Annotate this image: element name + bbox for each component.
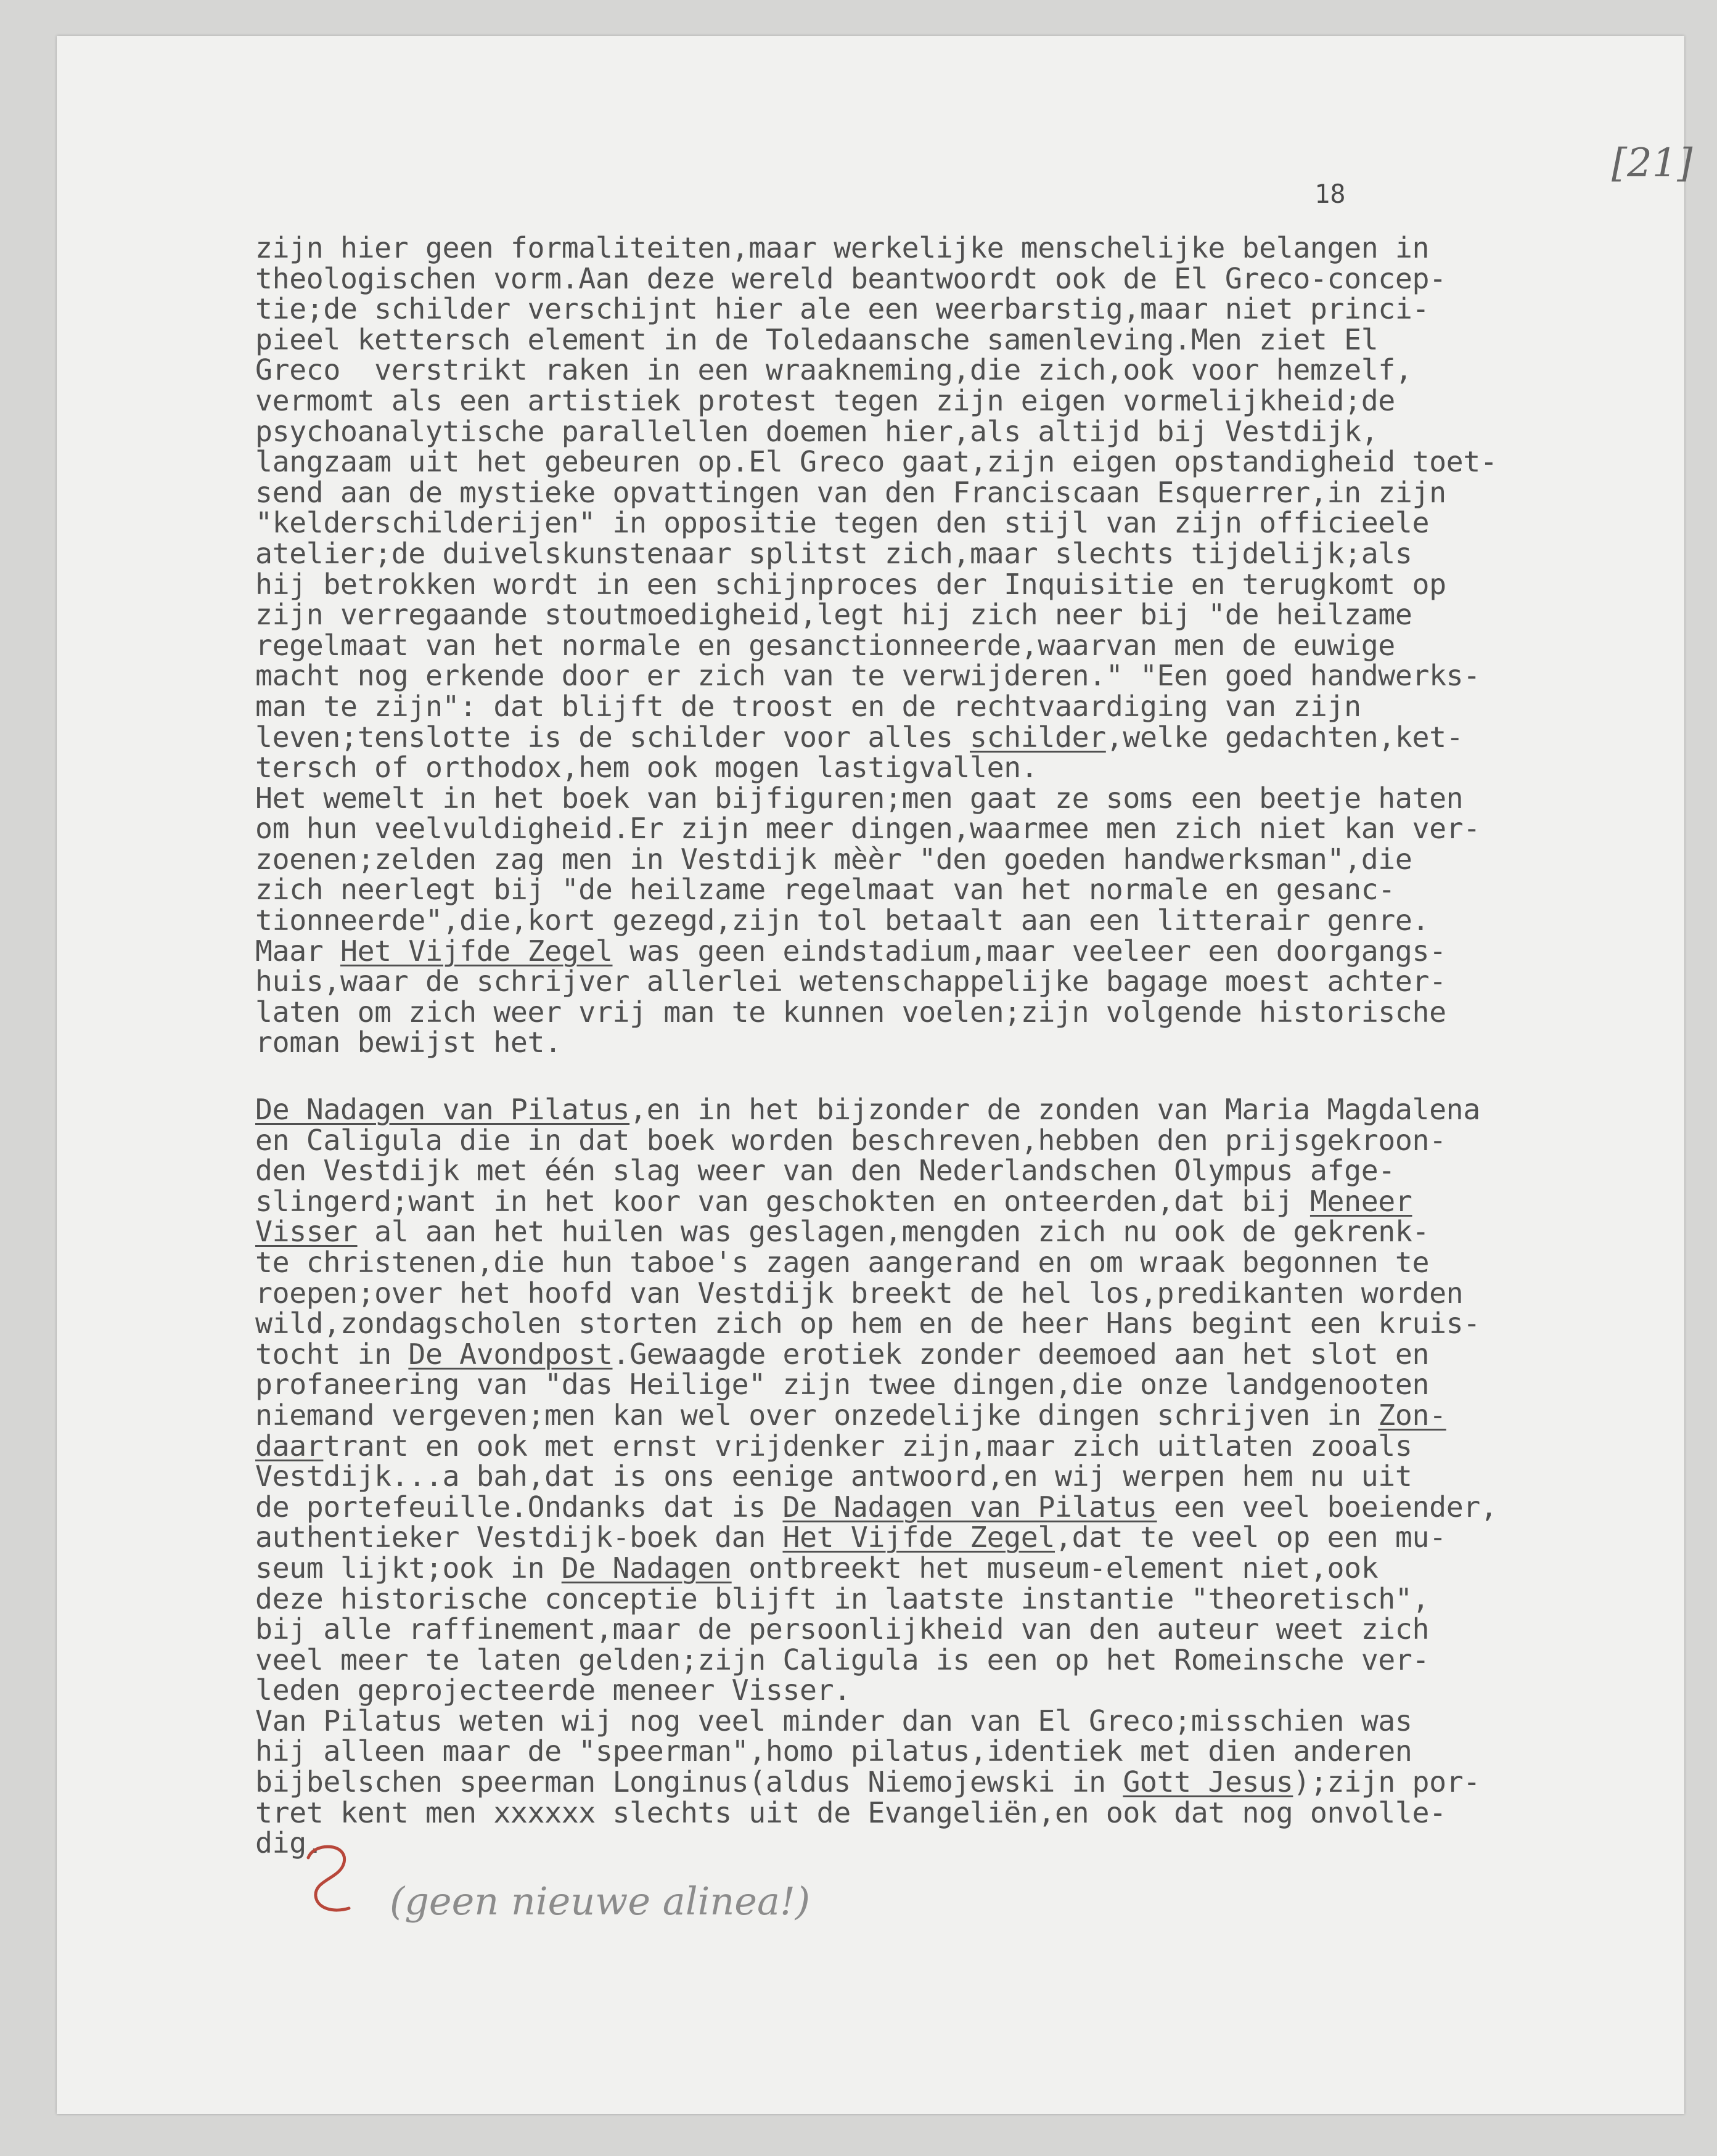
text-line [255,506,1429,539]
text-segment: bijbelschen speerman Longinus(aldus Niemojewski in [255,1765,1123,1799]
red-pencil-mark-icon [290,1835,358,1922]
text-line [255,629,1395,662]
text-segment: niemand vergeven;men kan wel over onzedelijke dingen schrijven in [255,1398,1379,1432]
text-line [255,1673,851,1707]
text-segment: zijn hier geen formaliteiten,maar werkelijke menschelijke belangen in [255,231,1430,264]
text-segment: psychoanalytische parallellen doemen hier,als altijd bij Vestdijk, [255,414,1379,448]
text-segment: dig. [255,1826,324,1860]
text-line [255,1246,1429,1279]
text-segment: send aan de mystieke opvattingen van den Franciscaan Esquerrer,in zijn [255,475,1446,509]
text-line [255,873,1395,906]
text-segment: slingerd;want in het koor van geschokten en onteerden,dat bij [255,1184,1310,1218]
text-segment: de portefeuille.Ondanks dat is [255,1490,783,1524]
text-segment: deze historische conceptie blijft in laatste instantie "theoretisch", [255,1582,1430,1615]
text-line [255,353,1412,386]
text-segment: laten om zich weer vrij man te kunnen voelen;zijn volgende historische [255,995,1446,1029]
text-segment: te christenen,die hun taboe's zagen aangerand en om wraak begonnen te [255,1245,1430,1279]
text-segment: tionneerde",die,kort gezegd,zijn tol betaalt aan een litterair genre. [255,904,1430,937]
text-line [255,384,1395,417]
underlined-title: Gott Jesus [1123,1765,1293,1799]
text-line [255,1429,1412,1463]
text-segment: Vestdijk...a bah,dat is ons eenige antwoord,en wij werpen hem nu uit [255,1460,1412,1493]
text-line [255,1276,1463,1310]
text-segment: ,welke gedachten,ket- [1105,720,1464,754]
text-line [255,262,1446,295]
text-line [255,934,1446,968]
text-segment: Van Pilatus weten wij nog veel minder dan van El Greco;misschien was [255,1704,1412,1737]
underlined-title: Het Vijfde Zegel [782,1521,1055,1554]
underlined-title: De Nadagen van Pilatus [255,1093,630,1126]
text-segment: leven;tenslotte is de schilder voor alles [255,720,970,754]
underlined-title: De Nadagen [561,1551,732,1585]
text-line [255,568,1446,601]
text-line [255,476,1446,509]
text-segment: macht nog erkende door er zich van te verwijderen." "Een goed handwerks- [255,659,1480,693]
text-segment: tret kent men xxxxxx slechts uit de Evangeliën,en ook dat nog onvolle- [255,1795,1446,1829]
archive-mark: [21] [1612,141,1693,186]
underlined-title: Visser [255,1215,358,1249]
underlined-title: schilder [970,720,1106,754]
text-segment: tie;de schilder verschijnt hier ale een weerbarstig,maar niet princi- [255,292,1430,326]
text-line [255,1796,1446,1829]
text-line [255,1704,1412,1737]
text-line [255,415,1378,448]
text-segment: trant en ook met ernst vrijdenker zijn,maar zich uitlaten zooals [323,1429,1412,1463]
text-line [255,1368,1429,1401]
text-segment: zijn verregaande stoutmoedigheid,legt hij zich neer bij "de heilzame [255,598,1412,632]
underlined-title: De Avondpost [408,1337,613,1371]
text-segment: al aan het huilen was geslagen,mengden zich nu ook de gekrenk- [357,1215,1430,1249]
text-segment: );zijn por- [1293,1765,1480,1799]
text-segment: Het wemelt in het boek van bijfiguren;men gaat ze soms een beetje haten [255,781,1464,815]
text-line [255,1399,1446,1432]
text-segment: leden geprojecteerde meneer Visser. [255,1673,851,1707]
underlined-title: De Nadagen van Pilatus [782,1490,1157,1524]
text-line [255,1521,1446,1554]
text-segment: profaneering van "das Heilige" zijn twee dingen,die onze landgenooten [255,1368,1430,1402]
text-segment: regelmaat van het normale en gesanctionneerde,waarvan men de euwige [255,628,1395,662]
text-line [255,965,1446,998]
text-segment: roepen;over het hoofd van Vestdijk breekt de hel los,predikanten worden [255,1276,1464,1310]
text-line [255,1551,1378,1585]
text-segment: man te zijn": dat blijft de troost en de rechtvaardiging van zijn [255,689,1361,723]
text-line [255,323,1378,356]
text-line [255,1124,1446,1157]
text-segment: om hun veelvuldigheid.Er zijn meer dingen,waarmee men zich niet kan ver- [255,812,1480,846]
text-line [255,721,1463,754]
text-line [255,537,1412,570]
document-page [57,36,1693,2114]
text-line [255,843,1412,876]
text-line [255,231,1429,264]
text-line [255,1643,1429,1676]
text-line [255,690,1361,723]
text-segment: hij betrokken wordt in een schijnproces der Inquisitie en terugkomt op [255,567,1446,601]
text-segment: "kelderschilderijen" in oppositie tegen den stijl van zijn officieele [255,506,1430,540]
text-segment: authentieker Vestdijk-boek dan [255,1521,783,1554]
text-segment: Greco verstrikt raken in een wraakneming,die zich,ook voor hemzelf, [255,353,1412,387]
text-segment: tocht in [255,1337,409,1371]
text-line [255,1460,1412,1493]
text-line [255,995,1446,1029]
text-line [255,1765,1480,1799]
text-segment: roman bewijst het. [255,1026,562,1060]
text-line [255,812,1480,845]
text-segment: wild,zondagscholen storten zich op hem en de heer Hans begint een kruis- [255,1307,1480,1341]
text-segment: theologischen vorm.Aan deze wereld beantwoordt ook de El Greco-concep- [255,261,1446,295]
text-segment: ontbreekt het museum-element niet,ook [731,1551,1379,1585]
text-line [255,782,1463,815]
text-segment: veel meer te laten gelden;zijn Caligula is een op het Romeinsche ver- [255,1643,1430,1676]
text-line [255,659,1480,692]
text-segment: Maar [255,934,340,968]
text-segment: tersch of orthodox,hem ook mogen lastigvallen. [255,751,1038,785]
text-segment: vermomt als een artistiek protest tegen zijn eigen vormelijkheid;de [255,383,1395,417]
text-line [255,1337,1429,1371]
paragraph-1 [255,233,1636,1058]
handwritten-note: (geen nieuwe alinea!) [390,1879,811,1924]
text-line [255,904,1429,937]
text-line [255,445,1497,478]
text-line [255,1490,1498,1524]
paragraph-2 [255,1095,1636,1859]
underlined-title: Het Vijfde Zegel [340,934,613,968]
text-segment: zoenen;zelden zag men in Vestdijk mèèr "den goeden handwerksman",die [255,842,1412,876]
text-line [255,751,1038,784]
text-segment: en Caligula die in dat boek worden beschreven,hebben den prijsgekroon- [255,1123,1446,1157]
text-segment: bij alle raffinement,maar de persoonlijkheid van den auteur weet zich [255,1612,1430,1646]
text-line [255,1185,1412,1218]
text-line [255,1612,1429,1646]
text-segment: .Gewaagde erotiek zonder deemoed aan het slot en [612,1337,1430,1371]
text-segment: een veel boeiender, [1157,1490,1498,1524]
text-segment: was geen eindstadium,maar veeleer een doorgangs- [612,934,1446,968]
page-number: 18 [1314,179,1346,209]
text-segment: ,dat te veel op een mu- [1055,1521,1446,1554]
text-segment: pieel kettersch element in de Toledaansche samenleving.Men ziet El [255,322,1379,356]
underlined-title: Zon- [1378,1398,1446,1432]
text-line [255,1307,1480,1340]
text-segment: atelier;de duivelskunstenaar splitst zich,maar slechts tijdelijk;als [255,536,1412,570]
text-segment: langzaam uit het gebeuren op.El Greco gaat,zijn eigen opstandigheid toet- [255,445,1498,479]
text-line [255,1154,1395,1187]
text-segment: zich neerlegt bij "de heilzame regelmaat van het normale en gesanc- [255,873,1395,907]
text-line [255,1026,562,1059]
text-line [255,598,1412,631]
underlined-title: daar [255,1429,324,1463]
text-line [255,1582,1429,1615]
text-segment: ,en in het bijzonder de zonden van Maria Magdalena [629,1093,1480,1126]
text-segment: huis,waar de schrijver allerlei wetenschappelijke bagage moest achter- [255,965,1446,998]
text-line [255,292,1429,325]
underlined-title: Meneer [1309,1184,1412,1218]
text-line [255,1093,1480,1126]
text-segment: seum lijkt;ook in [255,1551,562,1585]
text-line [255,1215,1429,1248]
text-segment: hij alleen maar de "speerman",homo pilatus,identiek met dien anderen [255,1734,1412,1768]
text-line [255,1734,1412,1768]
text-segment: den Vestdijk met één slag weer van den Nederlandschen Olympus afge- [255,1154,1395,1188]
